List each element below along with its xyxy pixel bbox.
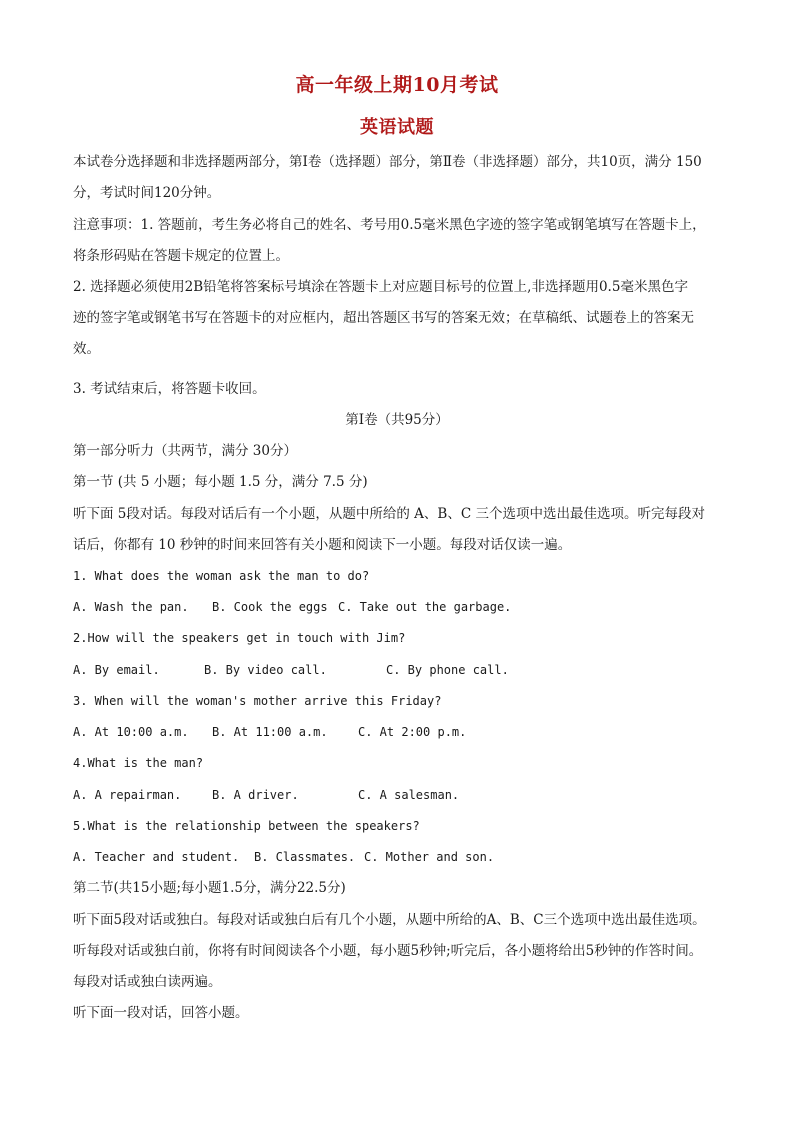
question-2-option-a: A. By email. bbox=[73, 663, 160, 677]
note-3: 3. 考试结束后，将答题卡收回。 bbox=[73, 381, 266, 397]
question-3-options bbox=[73, 723, 733, 741]
note-2-line-3: 效。 bbox=[73, 341, 100, 357]
section-2-instruction-2: 听每段对话或独白前，你将有时间阅读各个小题，每小题5秒钟;听完后，各小题将给出5秒钟的作答时间。 bbox=[73, 943, 703, 959]
question-2-option-b: B. By video call. bbox=[204, 663, 327, 677]
question-4: 4.What is the man? bbox=[73, 756, 204, 770]
question-1-options bbox=[73, 598, 733, 616]
question-5-option-a: A. Teacher and student. bbox=[73, 850, 240, 864]
question-5-option-b: B. Classmates. bbox=[254, 850, 356, 864]
question-4-option-b: B. A driver. bbox=[212, 788, 299, 802]
exam-title: 高一年级上期10月考试 bbox=[295, 74, 499, 96]
note-1-line-2: 将条形码贴在答题卡规定的位置上。 bbox=[73, 248, 289, 264]
question-1: 1. What does the woman ask the man to do? bbox=[73, 569, 370, 583]
intro-line-2: 分，考试时间120分钟。 bbox=[73, 185, 221, 201]
question-1-option-c: C. Take out the garbage. bbox=[338, 600, 512, 614]
section-2-instruction-1: 听下面5段对话或独白。每段对话或独白后有几个小题，从题中所给的A、B、C三个选项中选出最佳选项。 bbox=[73, 912, 706, 928]
part-1-heading: 第一部分听力（共两节，满分 30分） bbox=[73, 443, 297, 459]
question-3-option-b: B. At 11:00 a.m. bbox=[212, 725, 328, 739]
section-2-heading: 第二节(共15小题;每小题1.5分，满分22.5分) bbox=[73, 880, 346, 896]
section-1-instruction-2: 话后，你都有 10 秒钟的时间来回答有关小题和阅读下一小题。每段对话仅读一遍。 bbox=[73, 537, 572, 553]
question-5-options bbox=[73, 848, 733, 866]
question-1-option-a: A. Wash the pan. bbox=[73, 600, 189, 614]
section-1-heading: 第一节 (共 5 小题；每小题 1.5 分，满分 7.5 分) bbox=[73, 474, 368, 490]
question-2-option-c: C. By phone call. bbox=[386, 663, 509, 677]
exam-subtitle: 英语试题 bbox=[360, 117, 434, 138]
section-1-instruction-1: 听下面 5段对话。每段对话后有一个小题，从题中所给的 A、B、C 三个选项中选出最佳选项。听完每段对 bbox=[73, 506, 705, 522]
section-2-instruction-3: 每段对话或独白读两遍。 bbox=[73, 974, 222, 990]
question-4-options bbox=[73, 786, 733, 804]
note-2-line-2: 迹的签字笔或钢笔书写在答题卡的对应框内，超出答题区书写的答案无效；在草稿纸、试题卷上的答案无 bbox=[73, 310, 694, 326]
question-4-option-a: A. A repairman. bbox=[73, 788, 182, 802]
question-3-option-a: A. At 10:00 a.m. bbox=[73, 725, 189, 739]
section-2-instruction-4: 听下面一段对话，回答小题。 bbox=[73, 1005, 249, 1021]
note-2-line-1: 2. 选择题必须使用2B铅笔将答案标号填涂在答题卡上对应题目标号的位置上,非选择题用0.5毫米黑色字 bbox=[73, 279, 688, 295]
question-5: 5.What is the relationship between the speakers? bbox=[73, 819, 420, 833]
question-5-option-c: C. Mother and son. bbox=[364, 850, 495, 864]
question-2-options bbox=[73, 661, 733, 679]
note-1-line-1: 注意事项：1. 答题前，考生务必将自己的姓名、考号用0.5毫米黑色字迹的签字笔或钢笔填写在答题卡上， bbox=[73, 217, 706, 233]
question-3-option-c: C. At 2:00 p.m. bbox=[358, 725, 467, 739]
question-1-option-b: B. Cook the eggs bbox=[212, 600, 328, 614]
question-4-option-c: C. A salesman. bbox=[358, 788, 460, 802]
question-3: 3. When will the woman's mother arrive this Friday? bbox=[73, 694, 442, 708]
question-2: 2.How will the speakers get in touch with Jim? bbox=[73, 631, 406, 645]
intro-line-1: 本试卷分选择题和非选择题两部分，第Ⅰ卷（选择题）部分，第Ⅱ卷（非选择题）部分，共10页，满分 150 bbox=[73, 154, 702, 170]
volume-1-heading: 第Ⅰ卷（共95分） bbox=[345, 412, 449, 428]
